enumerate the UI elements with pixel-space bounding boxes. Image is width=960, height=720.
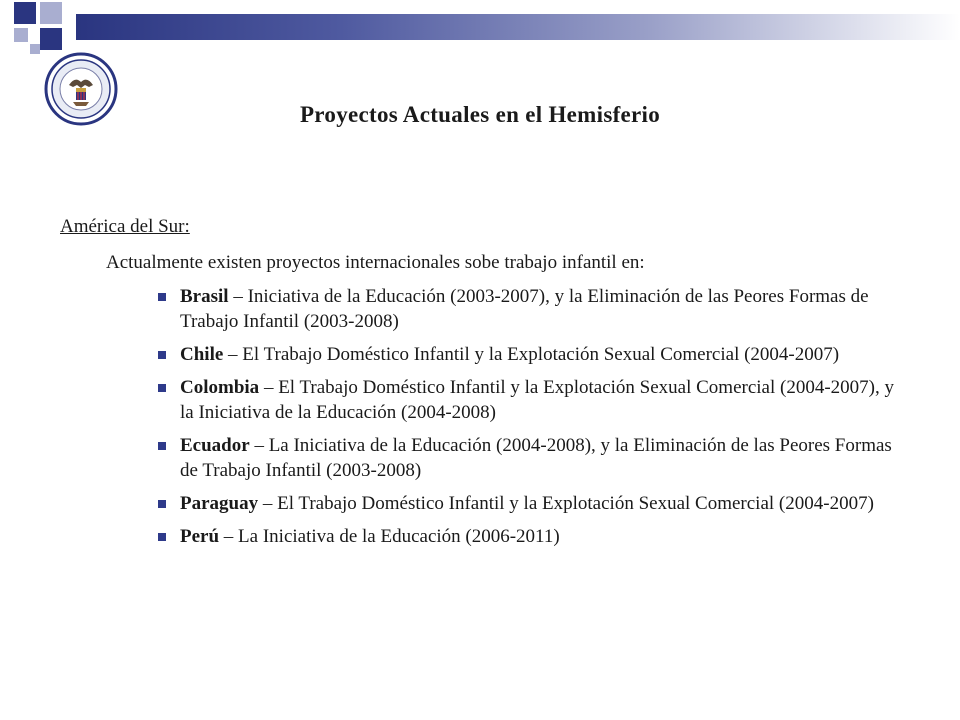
country-name: Colombia [180, 377, 260, 398]
country-name: Perú [180, 526, 220, 547]
project-description: – El Trabajo Doméstico Infantil y la Explotación Sexual Comercial (2004-2007) [258, 493, 874, 514]
decor-square-center [40, 28, 62, 50]
country-name: Brasil [180, 286, 229, 307]
list-item [158, 284, 898, 334]
list-item [158, 375, 898, 425]
decor-square-bottom [30, 44, 40, 54]
square-bullet-icon [158, 384, 166, 392]
project-description: – La Iniciativa de la Educación (2006-2011) [219, 526, 560, 547]
list-item [158, 524, 898, 549]
square-bullet-icon [158, 293, 166, 301]
list-item [158, 342, 898, 367]
project-list [158, 284, 898, 557]
square-bullet-icon [158, 442, 166, 450]
list-item [158, 433, 898, 483]
project-description: – El Trabajo Doméstico Infantil y la Explotación Sexual Comercial (2004-2007), y la Iniciativa de la Educación (2004-2008) [180, 377, 894, 423]
project-description: – Iniciativa de la Educación (2003-2007), y la Eliminación de las Peores Formas de Trabajo Infantil (2003-2008) [180, 286, 869, 332]
list-item [158, 491, 898, 516]
decor-square-left [14, 28, 28, 42]
slide-title: Proyectos Actuales en el Hemisferio [299, 102, 661, 127]
decor-square-top-mid [40, 2, 62, 24]
project-description: – El Trabajo Doméstico Infantil y la Explotación Sexual Comercial (2004-2007) [223, 344, 840, 365]
square-bullet-icon [158, 533, 166, 541]
project-description: – La Iniciativa de la Educación (2004-2008), y la Eliminación de las Peores Formas de Trabajo Infantil (2003-2008) [180, 435, 892, 481]
country-name: Chile [180, 344, 224, 365]
intro-text: Actualmente existen proyectos internacionales sobe trabajo infantil en: [106, 252, 645, 273]
country-name: Ecuador [180, 435, 250, 456]
square-bullet-icon [158, 351, 166, 359]
square-bullet-icon [158, 500, 166, 508]
country-name: Paraguay [180, 493, 259, 514]
section-heading: América del Sur: [60, 216, 190, 237]
header-gradient-band [76, 14, 960, 40]
decor-square-top-left [14, 2, 36, 24]
